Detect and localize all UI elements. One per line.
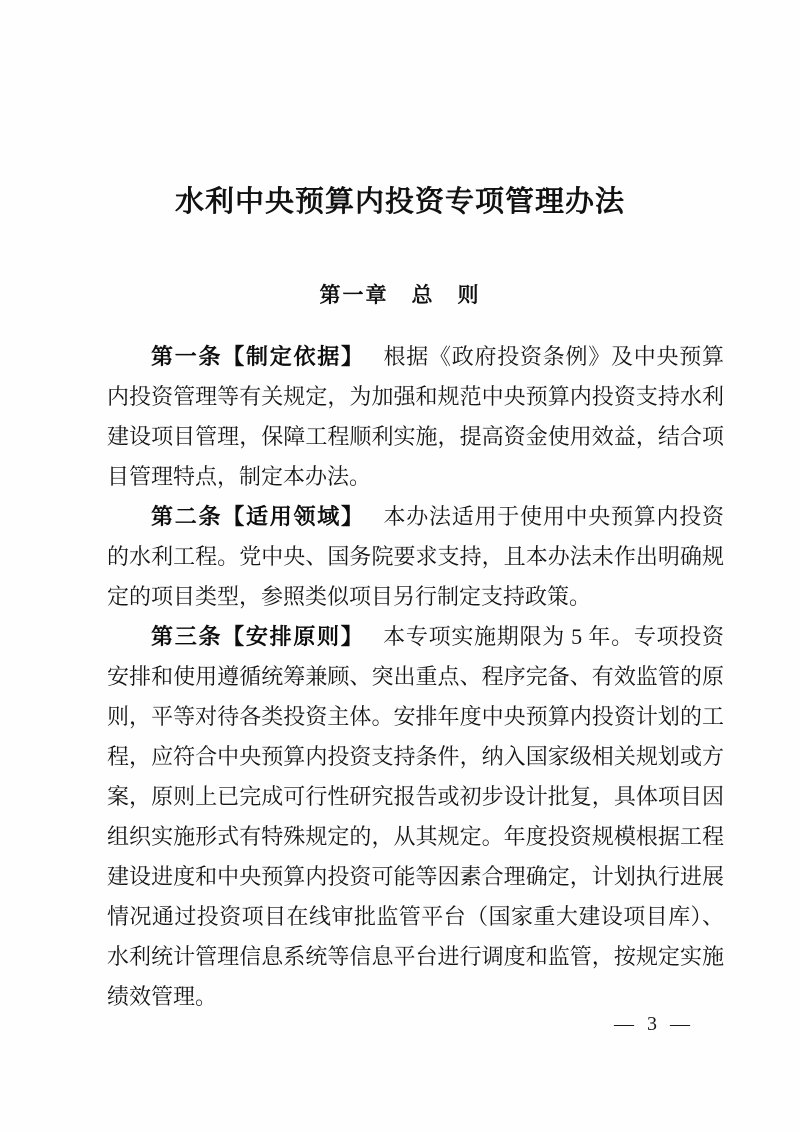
article-2 (107, 497, 724, 617)
article-1-head: 第一条【制定依据】 (151, 344, 365, 369)
article-1 (107, 337, 724, 497)
article-3-head: 第三条【安排原则】 (151, 624, 365, 649)
page-number: — 3 — (614, 1013, 694, 1035)
article-1-text: 根据《政府投资条例》及中央预算内投资管理等有关规定，为加强和规范中央预算内投资支持水利建设项目管理，保障工程顺利实施，提高资金使用效益，结合项目管理特点，制定本办法。 (107, 344, 724, 489)
chapter-heading: 第一章 总 则 (319, 284, 481, 307)
article-2-head: 第二条【适用领域】 (151, 504, 365, 529)
document-body (107, 337, 724, 1017)
document-title: 水利中央预算内投资专项管理办法 (174, 186, 625, 218)
article-3-text: 本专项实施期限为 5 年。专项投资安排和使用遵循统筹兼顾、突出重点、程序完备、有效监管的原则，平等对待各类投资主体。安排年度中央预算内投资计划的工程，应符合中央预算内投资支持条件，纳入国家级相关规划或方案，原则上已完成可行性研究报告或初步设计批复，具体项目因组织实施形式有特殊规定的，从其规定。年度投资规模根据工程建设进度和中央预算内投资可能等因素合理确定，计划执行进展情况通过投资项目在线审批监管平台（国家重大建设项目库）、水利统计管理信息系统等信息平台进行调度和监管，按规定实施绩效管理。 (107, 624, 724, 1009)
article-3 (107, 617, 724, 1017)
article-2-text: 本办法适用于使用中央预算内投资的水利工程。党中央、国务院要求支持，且本办法未作出明确规定的项目类型，参照类似项目另行制定支持政策。 (107, 504, 724, 609)
